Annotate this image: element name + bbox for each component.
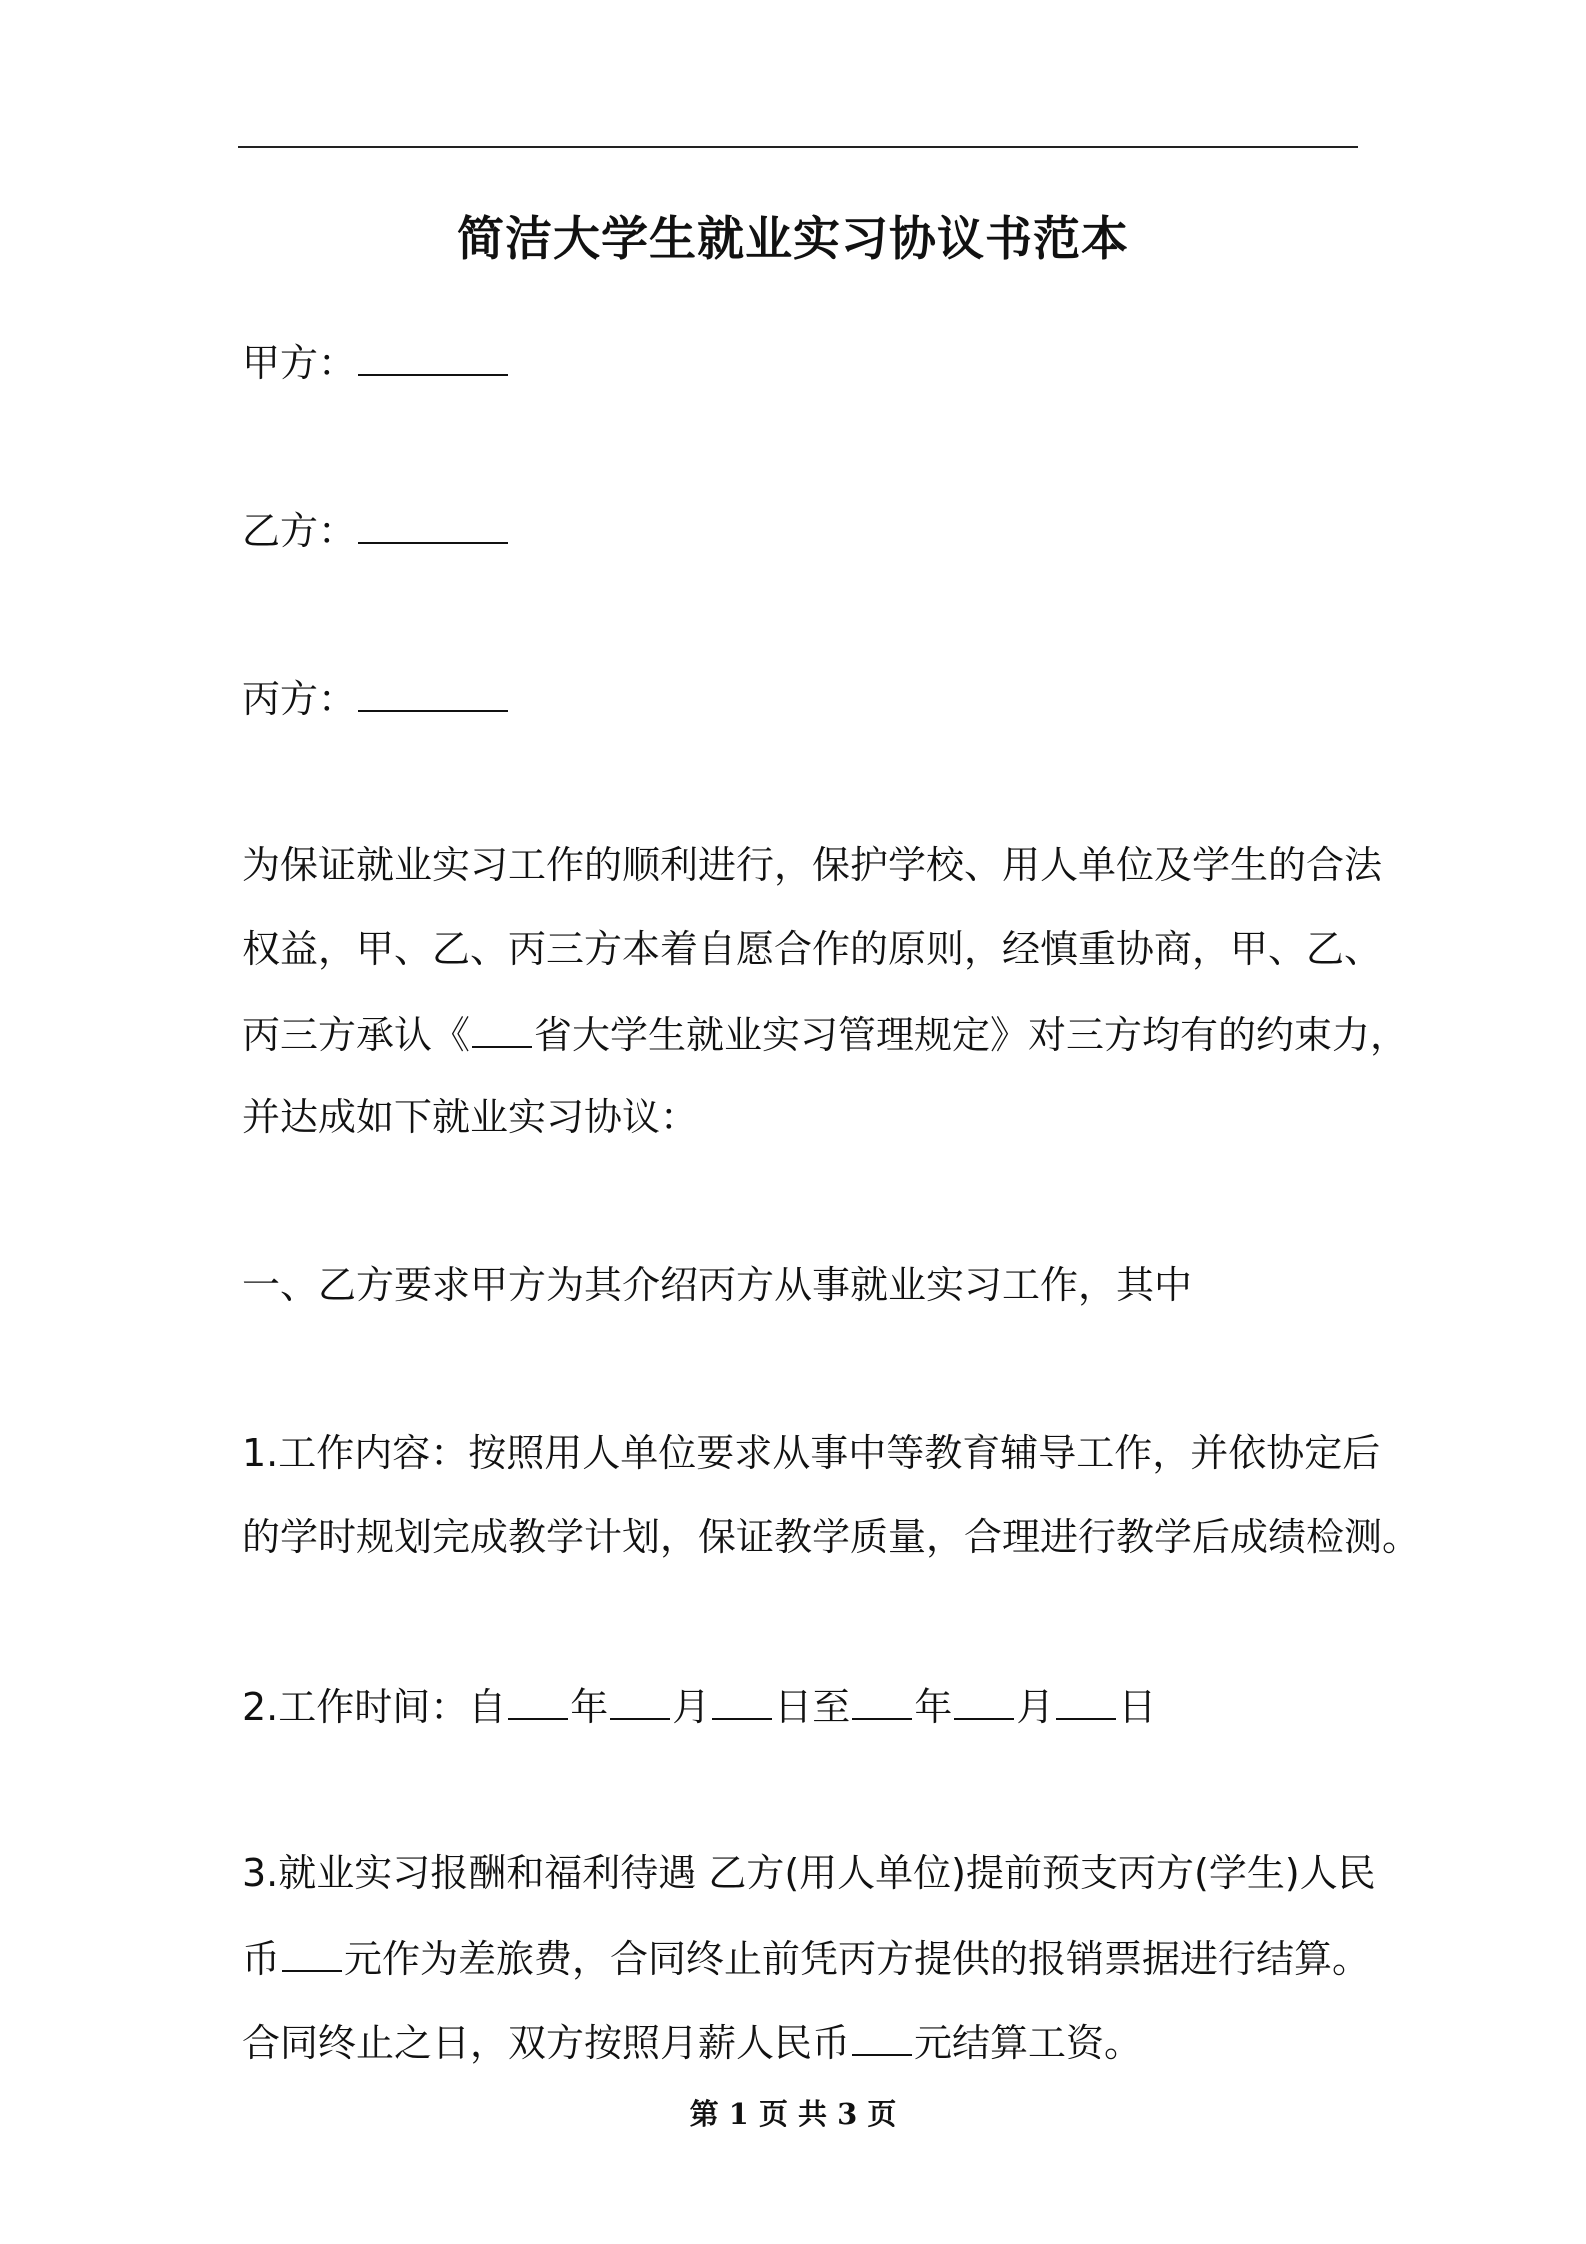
- month-label: 月: [1016, 1685, 1055, 1729]
- party-c-label: 丙方：: [242, 677, 357, 721]
- end-month-blank: [954, 1680, 1014, 1720]
- section-1-heading: 一、乙方要求甲方为其介绍丙方从事就业实习工作，其中: [242, 1263, 1193, 1307]
- party-c-line: [242, 672, 510, 724]
- party-a-blank: [358, 336, 508, 376]
- page-footer: 第 1 页 共 3 页: [689, 2097, 897, 2131]
- year-label: 年: [914, 1685, 953, 1729]
- salary-blank: [852, 2016, 912, 2056]
- party-a-label: 甲方：: [242, 341, 357, 385]
- item-3-line-3: [242, 2016, 1142, 2068]
- end-year-blank: [852, 1680, 912, 1720]
- start-month-blank: [610, 1680, 670, 1720]
- party-c-blank: [358, 672, 508, 712]
- start-day-blank: [712, 1680, 772, 1720]
- province-blank: [472, 1008, 532, 1048]
- salary-text-end: 元结算工资。: [914, 2021, 1143, 2065]
- item-3-line-2: [242, 1932, 1370, 1984]
- party-b-label: 乙方：: [242, 509, 357, 553]
- salary-text: 合同终止之日，双方按照月薪人民币: [242, 2021, 851, 2065]
- intro-line-2: 权益，甲、乙、丙三方本着自愿合作的原则，经慎重协商，甲、乙、: [242, 927, 1383, 971]
- intro-line-3-b: 省大学生就业实习管理规定》对三方均有的约束力，: [534, 1013, 1409, 1057]
- end-day-blank: [1056, 1680, 1116, 1720]
- year-label: 年: [570, 1685, 609, 1729]
- intro-line-3: [242, 1008, 1408, 1060]
- travel-expense-blank: [282, 1932, 342, 1972]
- currency-label: 币: [242, 1937, 281, 1981]
- intro-line-3-a: 丙三方承认《: [242, 1013, 471, 1057]
- intro-line-4: 并达成如下就业实习协议：: [242, 1095, 699, 1139]
- document-title: 简洁大学生就业实习协议书范本: [457, 212, 1129, 267]
- item-2-line: [242, 1680, 1156, 1732]
- day-label: 日: [1118, 1685, 1157, 1729]
- month-label: 月: [672, 1685, 711, 1729]
- party-b-blank: [358, 504, 508, 544]
- header-rule: [238, 146, 1358, 148]
- item-3-line-1: 3.就业实习报酬和福利待遇 乙方(用人单位)提前预支丙方(学生)人民: [242, 1851, 1376, 1895]
- party-a-line: [242, 336, 510, 388]
- intro-line-1: 为保证就业实习工作的顺利进行，保护学校、用人单位及学生的合法: [242, 843, 1383, 887]
- travel-expense-text: 元作为差旅费，合同终止前凭丙方提供的报销票据进行结算。: [344, 1937, 1371, 1981]
- item-1-line-2: 的学时规划完成教学计划，保证教学质量，合理进行教学后成绩检测。: [242, 1515, 1421, 1559]
- item-1-line-1: 1.工作内容：按照用人单位要求从事中等教育辅导工作，并依协定后: [242, 1431, 1381, 1475]
- day-to-label: 日至: [774, 1685, 851, 1729]
- work-time-label: 2.工作时间：自: [242, 1685, 507, 1729]
- start-year-blank: [508, 1680, 568, 1720]
- party-b-line: [242, 504, 510, 556]
